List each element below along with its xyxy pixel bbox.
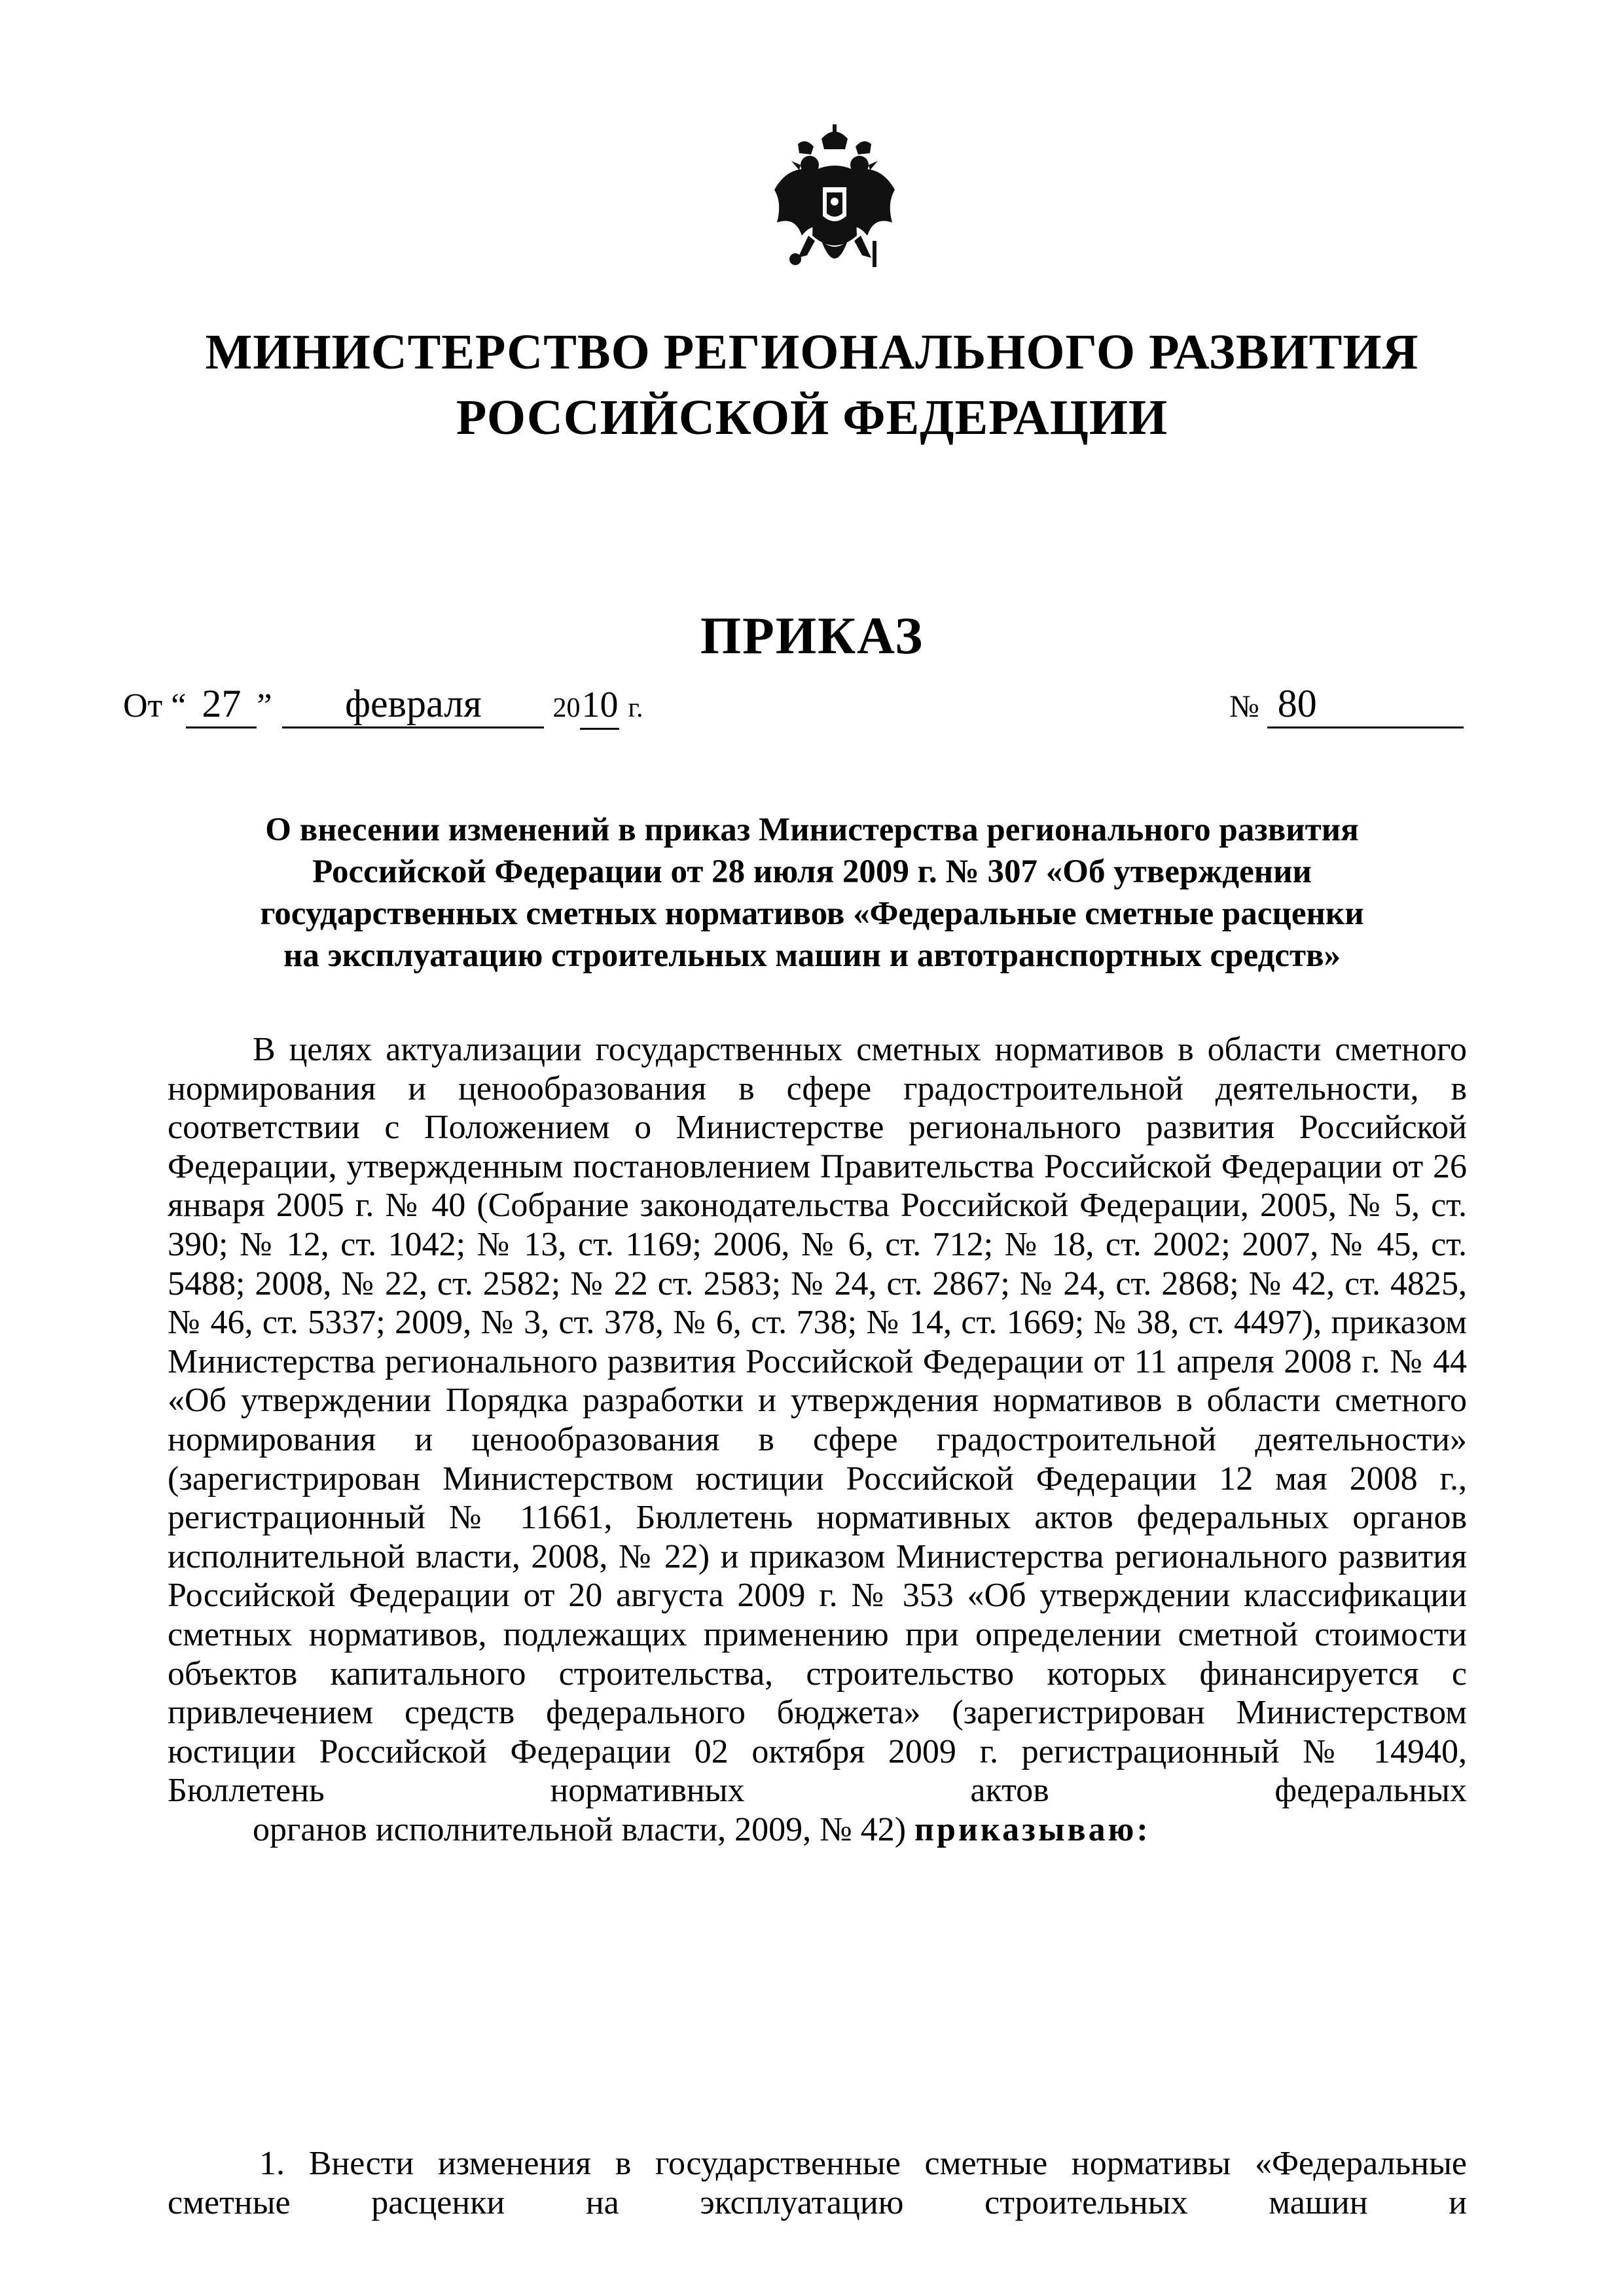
- order-number: [1229, 681, 1464, 726]
- order-number-value: 80: [1267, 681, 1464, 728]
- date-year-label: г.: [628, 693, 643, 723]
- clause-1-paragraph: 1. Внести изменения в государственные сметные нормативы «Федеральные сметные расценки на эксплуатацию строительных машин и: [168, 2145, 1467, 2221]
- date-day-close: ”: [257, 687, 272, 725]
- subject-line-1: О внесении изменений в приказ Министерства регионального развития: [265, 812, 1359, 848]
- preamble-last-text: органов исполнительной власти, 2009, № 42): [253, 1810, 915, 1848]
- subject-line-4: на эксплуатацию строительных машин и автотранспортных средств»: [283, 937, 1341, 974]
- ministry-name-line-1: МИНИСТЕРСТВО РЕГИОНАЛЬНОГО РАЗВИТИЯ: [205, 325, 1419, 380]
- date-year-prefix: 20: [552, 693, 581, 723]
- date-month: февраля: [282, 681, 544, 728]
- preamble-paragraph: [168, 1030, 1467, 1849]
- coat-of-arms-icon: [769, 124, 900, 281]
- ministry-name: [131, 319, 1493, 450]
- date-year-suffix: 10: [580, 682, 619, 730]
- order-number-label: №: [1229, 689, 1259, 724]
- preamble-last-line: [168, 1810, 1467, 1850]
- date-prefix: От “: [123, 687, 187, 725]
- order-directive: приказываю:: [914, 1810, 1151, 1848]
- order-subject: [144, 809, 1480, 977]
- order-date: [123, 681, 643, 726]
- preamble-text: В целях актуализации государственных сметных нормативов в области сметного нормирования и ценообразования в сфере градостроительной деятельности, в соответствии с Положением о Министерстве регионального развития Российской Федерации, утвержденным постановлением Правительства Российской Федерации от 26 января 2005 г. № 40 (Собрание законодательства Российской Федерации, 2005, № 5, ст. 390; № 12, ст. 1042; № 13, ст. 1169; 2006, № 6, ст. 712; № 18, ст. 2002; 2007, № 45, ст. 5488; 2008, № 22, ст. 2582; № 22 ст. 2583; № 24, ст. 2867; № 24, ст. 2868; № 42, ст. 4825, № 46, ст. 5337; 2009, № 3, ст. 378, № 6, ст. 738; № 14, ст. 1669; № 38, ст. 4497), приказом Министерства регионального развития Российской Федерации от 11 апреля 2008 г. № 44 «Об утверждении Порядка разработки и утверждения нормативов в области сметного нормирования и ценообразования в сфере градостроительной деятельности» (зарегистрирован Министерством юстиции Российской Федерации 12 мая 2008 г., регистрационный № 11661, Бюллетень нормативных актов федеральных органов исполнительной власти, 2008, № 22) и приказом Министерства регионального развития Российской Федерации от 20 августа 2009 г. № 353 «Об утверждении классификации сметных нормативов, подлежащих применению при определении сметной стоимости объектов капитального строительства, строительство которых финансируется с привлечением средств федерального бюджета» (зарегистрирован Министерством юстиции Российской Федерации 02 октября 2009 г. регистрационный № 14940, Бюллетень нормативных актов федеральных: [168, 1031, 1467, 1810]
- subject-line-3: государственных сметных нормативов «Федеральные сметные расценки: [260, 895, 1364, 932]
- ministry-name-line-2: РОССИЙСКОЙ ФЕДЕРАЦИИ: [456, 390, 1168, 445]
- document-title: ПРИКАЗ: [700, 607, 924, 665]
- subject-line-2: Российской Федерации от 28 июля 2009 г. № 307 «Об утверждении: [312, 853, 1312, 890]
- date-day: 27: [186, 681, 257, 728]
